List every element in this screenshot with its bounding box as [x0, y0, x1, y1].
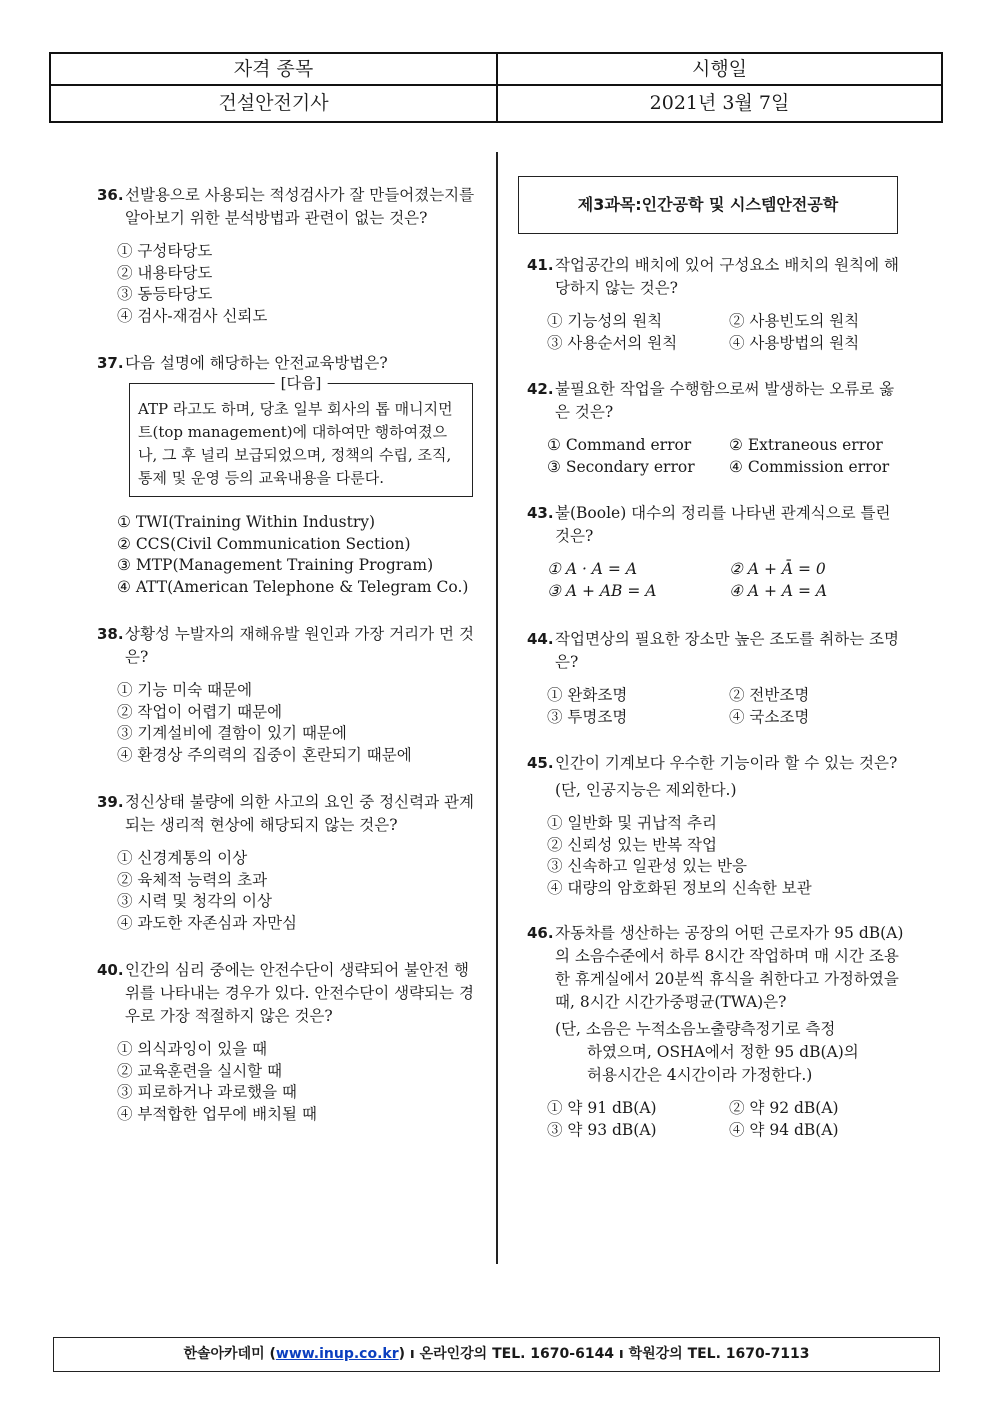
- option-4[interactable]: ④ 부적합한 업무에 배치될 때: [117, 1104, 317, 1123]
- option-3[interactable]: ③ A + AB = A: [547, 582, 657, 600]
- option-4[interactable]: ④ 대량의 암호화된 정보의 신속한 보관: [547, 878, 812, 897]
- option-2[interactable]: ② 사용빈도의 원칙: [729, 312, 860, 330]
- question-number: 38.: [97, 625, 124, 643]
- header-col2-label: 시행일: [691, 58, 748, 80]
- option-3[interactable]: ③ 시력 및 청각의 이상: [117, 892, 272, 910]
- reference-box-text: ATP 라고도 하며, 당초 일부 회사의 톱 매니지먼트(top management)에 대하여만 행하여졌으나, 그 후 널리 보급되었으며, 정책의 수립, 조직, 통제 및 운영 등의 교육내용을 다룬다.: [138, 400, 453, 487]
- option-1[interactable]: ① 신경계통의 이상: [117, 849, 248, 867]
- option-4[interactable]: ④ 검사-재검사 신뢰도: [117, 306, 268, 325]
- section-title: 제3과목:인간공학 및 시스템안전공학: [518, 176, 898, 234]
- question-number: 43.: [527, 504, 554, 522]
- header-table: [49, 52, 943, 123]
- question-stem: 상황성 누발자의 재해유발 원인과 가장 거리가 먼 것은?: [125, 625, 474, 666]
- option-1[interactable]: ① 일반화 및 귀납적 추리: [547, 814, 717, 832]
- option-4[interactable]: ④ A + A = A: [729, 582, 828, 600]
- question-40: [97, 959, 475, 1124]
- right-column: [527, 254, 905, 1155]
- option-3[interactable]: ③ 동등타당도: [117, 285, 213, 303]
- option-3[interactable]: ③ 약 93 dB(A): [547, 1121, 657, 1139]
- option-1[interactable]: ① 기능성의 원칙: [547, 312, 663, 330]
- option-4[interactable]: ④ 국소조명: [729, 708, 810, 726]
- option-4[interactable]: ④ 과도한 자존심과 자만심: [117, 913, 298, 932]
- header-col1-value: 건설안전기사: [218, 92, 329, 114]
- question-number: 36.: [97, 186, 124, 204]
- option-2[interactable]: ② 약 92 dB(A): [729, 1099, 839, 1117]
- option-4[interactable]: ④ 환경상 주의력의 집중이 혼란되기 때문에: [117, 745, 412, 764]
- option-2[interactable]: ② 전반조명: [729, 686, 810, 704]
- question-41: [527, 254, 905, 354]
- question-39: [97, 791, 475, 933]
- option-3[interactable]: ③ 기계설비에 결함이 있기 때문에: [117, 724, 347, 742]
- question-number: 40.: [97, 961, 124, 979]
- question-stem: 불(Boole) 대수의 정리를 나타낸 관계식으로 틀린 것은?: [555, 504, 891, 545]
- question-stem: 작업공간의 배치에 있어 구성요소 배치의 원칙에 해당하지 않는 것은?: [555, 256, 899, 297]
- question-number: 37.: [97, 354, 124, 372]
- question-stem: 작업면상의 필요한 장소만 높은 조도를 취하는 조명은?: [555, 630, 899, 671]
- question-45: [527, 752, 905, 898]
- question-note-line1: (단, 소음은 누적소음노출량측정기로 측정: [555, 1020, 836, 1038]
- column-divider: [496, 152, 498, 1264]
- question-number: 39.: [97, 793, 124, 811]
- question-stem: 선발용으로 사용되는 적성검사가 잘 만들어졌는지를 알아보기 위한 분석방법과 관련이 없는 것은?: [125, 186, 475, 227]
- question-note-line2: 하였으며, OSHA에서 정한 95 dB(A)의: [587, 1043, 859, 1061]
- option-3[interactable]: ③ 사용순서의 원칙: [547, 334, 678, 352]
- option-2[interactable]: ② A + Ā = 0: [729, 560, 826, 578]
- option-2[interactable]: ② 내용타당도: [117, 263, 213, 282]
- question-note: (단, 인공지능은 제외한다.): [555, 781, 737, 799]
- footer-contact: ) ı 온라인강의 TEL. 1670-6144 ı 학원강의 TEL. 1670-7113: [398, 1346, 810, 1362]
- option-1[interactable]: ① 의식과잉이 있을 때: [117, 1040, 268, 1058]
- question-number: 45.: [527, 754, 554, 772]
- option-1[interactable]: ① Command error: [547, 436, 692, 454]
- option-1[interactable]: ① 약 91 dB(A): [547, 1099, 657, 1117]
- footer-bar: [53, 1337, 940, 1372]
- question-37: [97, 352, 475, 597]
- option-3[interactable]: ③ 피로하거나 과로했을 때: [117, 1083, 298, 1101]
- header-col2-value: 2021년 3월 7일: [649, 92, 790, 114]
- left-column: [97, 184, 475, 1138]
- question-number: 41.: [527, 256, 554, 274]
- option-2[interactable]: ② 육체적 능력의 초과: [117, 870, 268, 889]
- question-number: 44.: [527, 630, 554, 648]
- option-3[interactable]: ③ 투명조명: [547, 708, 628, 726]
- header-col1-label: 자격 종목: [233, 58, 314, 80]
- question-46: [527, 922, 905, 1141]
- website-link[interactable]: www.inup.co.kr: [275, 1346, 399, 1362]
- header-divider-horizontal: [51, 84, 941, 86]
- question-38: [97, 623, 475, 765]
- reference-box: [129, 374, 473, 497]
- footer-academy: 한솔아카데미 (: [183, 1346, 276, 1362]
- option-4[interactable]: ④ 사용방법의 원칙: [729, 334, 860, 352]
- option-2[interactable]: ② 신뢰성 있는 반복 작업: [547, 835, 717, 854]
- option-2[interactable]: ② CCS(Civil Communication Section): [117, 534, 411, 553]
- option-3[interactable]: ③ 신속하고 일관성 있는 반응: [547, 857, 747, 875]
- question-stem: 인간의 심리 중에는 안전수단이 생략되어 불안전 행위를 나타내는 경우가 있다. 안전수단이 생략되는 경우로 가장 적절하지 않은 것은?: [125, 961, 474, 1025]
- question-43: [527, 502, 905, 602]
- question-42: [527, 378, 905, 478]
- question-stem: 자동차를 생산하는 공장의 어떤 근로자가 95 dB(A)의 소음수준에서 하루 8시간 작업하며 매 시간 조용한 휴게실에서 20분씩 휴식을 취한다고 가정하였을 때, 8시간 시간가중평균(TWA)은?: [555, 924, 904, 1011]
- question-number: 42.: [527, 380, 554, 398]
- option-1[interactable]: ① A · A = A: [547, 560, 638, 578]
- option-1[interactable]: ① TWI(Training Within Industry): [117, 513, 376, 531]
- question-stem: 인간이 기계보다 우수한 기능이라 할 수 있는 것은?: [555, 754, 898, 772]
- question-note-line3: 허용시간은 4시간이라 가정한다.): [587, 1066, 813, 1084]
- question-stem: 정신상태 불량에 의한 사고의 요인 중 정신력과 관계되는 생리적 현상에 해당되지 않는 것은?: [125, 793, 474, 834]
- question-stem: 다음 설명에 해당하는 안전교육방법은?: [125, 354, 388, 372]
- option-4[interactable]: ④ 약 94 dB(A): [729, 1121, 839, 1139]
- option-2[interactable]: ② 작업이 어렵기 때문에: [117, 702, 283, 721]
- option-2[interactable]: ② Extraneous error: [729, 436, 883, 454]
- question-stem: 불필요한 작업을 수행함으로써 발생하는 오류로 옳은 것은?: [555, 380, 895, 421]
- reference-box-label: [다음]: [275, 372, 328, 395]
- option-4[interactable]: ④ ATT(American Telephone & Telegram Co.): [117, 577, 469, 596]
- option-1[interactable]: ① 구성타당도: [117, 242, 213, 260]
- option-4[interactable]: ④ Commission error: [729, 458, 890, 476]
- question-36: [97, 184, 475, 326]
- question-number: 46.: [527, 924, 554, 942]
- option-2[interactable]: ② 교육훈련을 실시할 때: [117, 1061, 283, 1080]
- question-44: [527, 628, 905, 728]
- option-1[interactable]: ① 완화조명: [547, 686, 628, 704]
- option-3[interactable]: ③ Secondary error: [547, 458, 695, 476]
- option-1[interactable]: ① 기능 미숙 때문에: [117, 681, 253, 699]
- option-3[interactable]: ③ MTP(Management Training Program): [117, 556, 434, 574]
